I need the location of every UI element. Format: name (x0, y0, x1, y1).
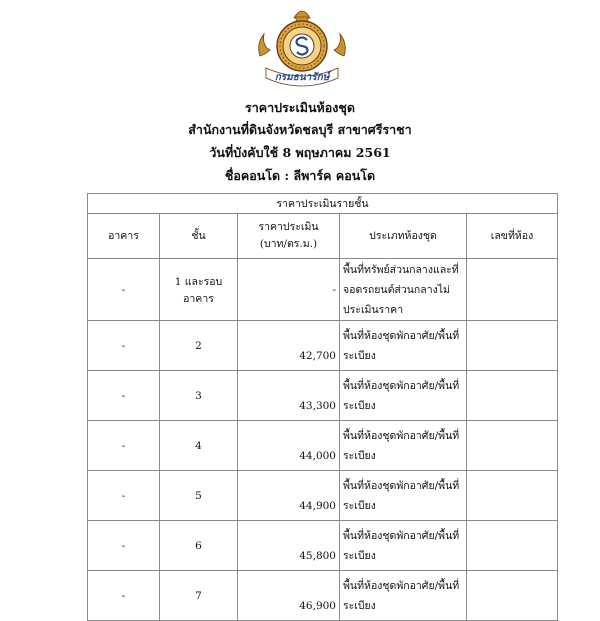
cell-price: - (238, 259, 340, 321)
cell-floor: 2 (160, 321, 238, 371)
cell-floor: 5 (160, 471, 238, 521)
department-seal-logo (254, 4, 350, 92)
table-row (88, 421, 558, 471)
logo-text: กรมธนารักษ์ (274, 72, 330, 83)
col-building: อาคาร (88, 214, 160, 259)
cell-floor: 1 และรอบอาคาร (160, 259, 238, 321)
cell-room (467, 471, 558, 521)
cell-room (467, 259, 558, 321)
cell-type: พื้นที่ห้องชุดพักอาศัย/พื้นที่ระเบียง (340, 571, 467, 621)
cell-building: - (88, 371, 160, 421)
col-type: ประเภทห้องชุด (340, 214, 467, 259)
cell-building: - (88, 259, 160, 321)
cell-building: - (88, 321, 160, 371)
table-row (88, 571, 558, 621)
cell-floor: 6 (160, 521, 238, 571)
cell-price: 46,900 (238, 571, 340, 621)
cell-building: - (88, 521, 160, 571)
cell-room (467, 321, 558, 371)
document-title: ราคาประเมินห้องชุด (245, 100, 355, 115)
cell-room (467, 521, 558, 571)
cell-building: - (88, 571, 160, 621)
condo-name: ลีพาร์ค คอนโด (293, 168, 376, 183)
table-row (88, 521, 558, 571)
cell-floor: 4 (160, 421, 238, 471)
col-price (238, 214, 340, 259)
cell-floor: 7 (160, 571, 238, 621)
cell-price: 42,700 (238, 321, 340, 371)
table-header-row (88, 214, 558, 259)
condo-line (0, 168, 600, 184)
price-table (87, 193, 558, 621)
table-row (88, 371, 558, 421)
cell-type: พื้นที่ทรัพย์ส่วนกลางและที่จอดรถยนต์ส่วนกลางไม่ประเมินราคา (340, 259, 467, 321)
col-room: เลขที่ห้อง (467, 214, 558, 259)
cell-room (467, 571, 558, 621)
col-floor: ชั้น (160, 214, 238, 259)
cell-floor: 3 (160, 371, 238, 421)
cell-building: - (88, 421, 160, 471)
cell-room (467, 371, 558, 421)
condo-label: ชื่อคอนโด : (224, 168, 290, 183)
cell-price: 44,000 (238, 421, 340, 471)
table-row (88, 259, 558, 321)
cell-type: พื้นที่ห้องชุดพักอาศัย/พื้นที่ระเบียง (340, 471, 467, 521)
office-name: สำนักงานที่ดินจังหวัดชลบุรี สาขาศรีราชา (188, 122, 412, 137)
cell-price: 44,900 (238, 471, 340, 521)
cell-type: พื้นที่ห้องชุดพักอาศัย/พื้นที่ระเบียง (340, 371, 467, 421)
effective-date: วันที่บังคับใช้ 8 พฤษภาคม 2561 (209, 145, 391, 160)
table-title: ราคาประเมินรายชั้น (88, 194, 558, 214)
cell-room (467, 421, 558, 471)
col-price-line2: (บาท/ตร.ม.) (259, 238, 318, 250)
table-row (88, 321, 558, 371)
cell-type: พื้นที่ห้องชุดพักอาศัย/พื้นที่ระเบียง (340, 321, 467, 371)
table-row (88, 471, 558, 521)
cell-building: - (88, 471, 160, 521)
cell-type: พื้นที่ห้องชุดพักอาศัย/พื้นที่ระเบียง (340, 421, 467, 471)
table-title-row (88, 194, 558, 214)
col-price-line1: ราคาประเมิน (258, 221, 319, 233)
cell-price: 43,300 (238, 371, 340, 421)
cell-price: 45,800 (238, 521, 340, 571)
cell-type: พื้นที่ห้องชุดพักอาศัย/พื้นที่ระเบียง (340, 521, 467, 571)
